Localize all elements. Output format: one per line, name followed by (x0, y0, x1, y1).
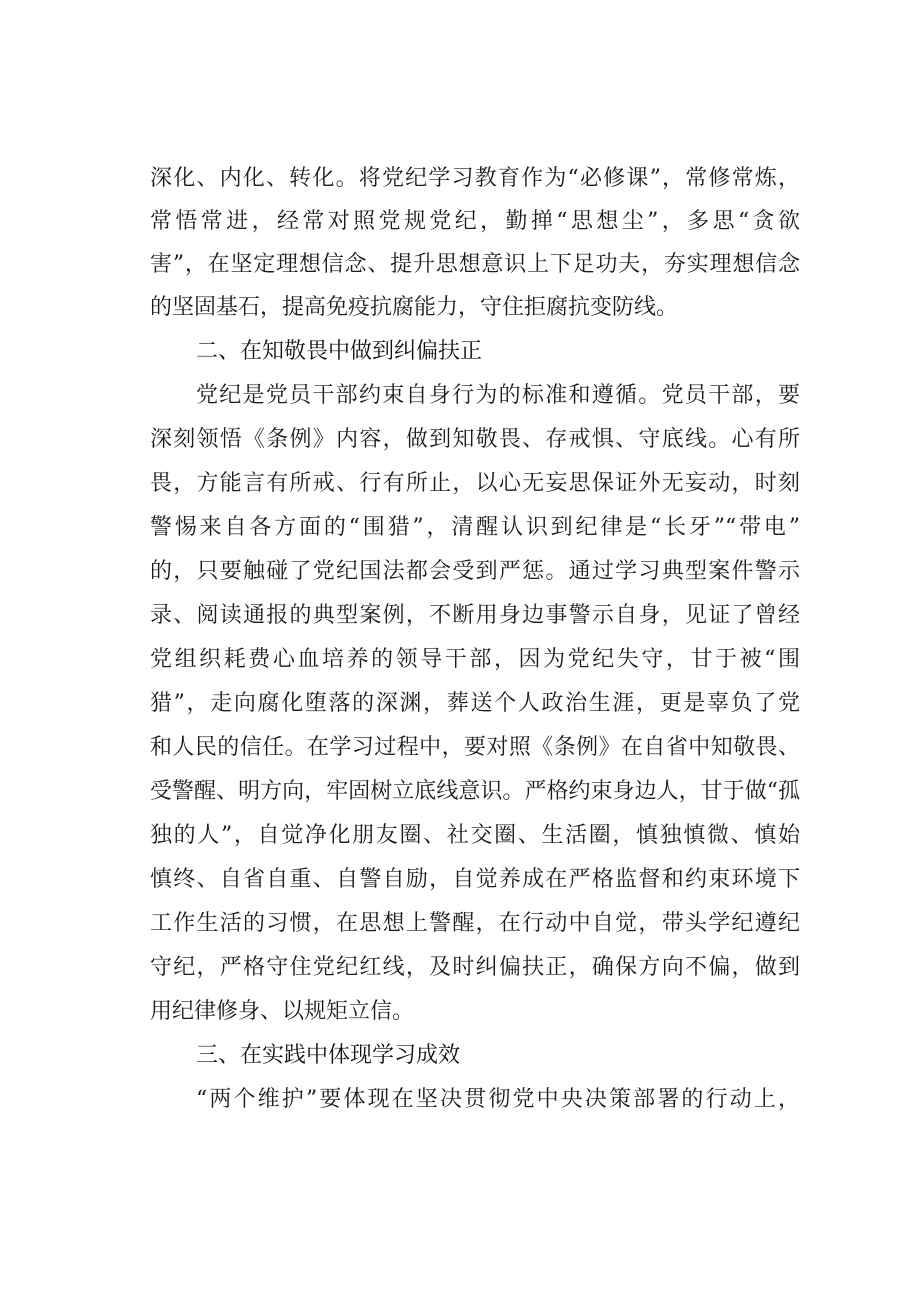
paragraph-2-line: 独的人”，自觉净化朋友圈、社交圈、生活圈，慎独慎微、慎始 (150, 823, 800, 848)
paragraph-1-line: 害”，在坚定理想信念、提升思想意识上下足功夫，夯实理想信念 (150, 252, 800, 277)
paragraph-2-line: 的，只要触碰了党纪国法都会受到严惩。通过学习典型案件警示 (150, 559, 800, 584)
paragraph-2-line: 工作生活的习惯，在思想上警醒，在行动中自觉，带头学纪遵纪 (150, 911, 800, 936)
paragraph-1-line: 深化、内化、转化。将党纪学习教育作为“必修课”，常修常炼， (150, 166, 800, 191)
paragraph-2-line: 党纪是党员干部约束自身行为的标准和遵循。党员干部，要 (196, 383, 800, 408)
paragraph-2-line: 和人民的信任。在学习过程中，要对照《条例》在自省中知敬畏、 (150, 735, 800, 760)
section-heading-3: 三、在实践中体现学习成效 (196, 1043, 461, 1068)
paragraph-2-line: 党组织耗费心血培养的领导干部，因为党纪失守，甘于被“围 (150, 647, 800, 672)
paragraph-2-line: 深刻领悟《条例》内容，做到知敬畏、存戒惧、守底线。心有所 (150, 427, 800, 452)
paragraph-3-line: “两个维护”要体现在坚决贯彻党中央决策部署的行动上， (196, 1087, 800, 1112)
paragraph-2-line: 猎”，走向腐化堕落的深渊，葬送个人政治生涯，更是辜负了党 (150, 691, 800, 716)
paragraph-2-line: 畏，方能言有所戒、行有所止，以心无妄思保证外无妄动，时刻 (150, 471, 800, 496)
paragraph-2-line: 用纪律修身、以规矩立信。 (150, 999, 415, 1024)
paragraph-1-line: 的坚固基石，提高免疫抗腐能力，守住拒腐抗变防线。 (150, 295, 679, 320)
paragraph-1-line: 常悟常进，经常对照党规党纪，勤掸“思想尘”，多思“贪欲 (150, 209, 800, 234)
paragraph-2-line: 受警醒、明方向，牢固树立底线意识。严格约束身边人，甘于做“孤 (150, 779, 800, 804)
paragraph-2-line: 慎终、自省自重、自警自励，自觉养成在严格监督和约束环境下 (150, 867, 800, 892)
paragraph-2-line: 录、阅读通报的典型案例，不断用身边事警示自身，见证了曾经 (150, 603, 800, 628)
paragraph-2-line: 守纪，严格守住党纪红线，及时纠偏扶正，确保方向不偏，做到 (150, 955, 800, 980)
section-heading-2: 二、在知敬畏中做到纠偏扶正 (196, 339, 483, 364)
paragraph-2-line: 警惕来自各方面的“围猎”，清醒认识到纪律是“长牙”“带电” (150, 515, 800, 540)
